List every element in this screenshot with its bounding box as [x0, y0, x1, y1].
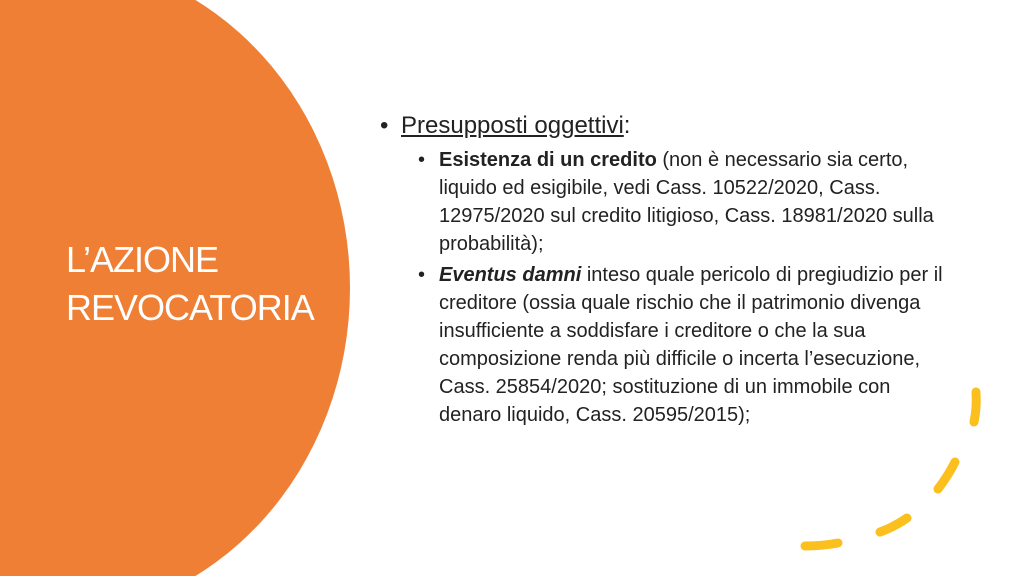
section-heading-colon: : [623, 112, 631, 139]
section-heading: Presupposti oggettivi [401, 112, 624, 139]
arc-dash-3 [880, 518, 907, 532]
bullet-icon: • [380, 112, 389, 139]
sub-bullet-text: (non è necessario sia certo, liquido ed esigibile, vedi Cass. 10522/2020, Cass. 12975/2020 sul credito litigioso, Cass. 18981/2020 sulla probabilità); [439, 149, 934, 255]
slide-title-line-1: L’AZIONE [66, 239, 219, 280]
slide-title-line-2: REVOCATORIA [66, 287, 314, 328]
bullet-icon: • [418, 149, 426, 171]
sub-bullet-emphasis: Eventus damni [439, 264, 582, 286]
arc-dash-4 [805, 543, 838, 546]
arc-dash-2 [938, 462, 955, 489]
sub-bullet-text: inteso quale pericolo di pregiudizio per il creditore (ossia quale rischio che il patrimonio divenga insufficiente a soddisfare i creditore o che la sua composizione renda più difficile o incerta l’esecuzione, Cass. 25854/2020; sostituzione di un immobile con denaro liquido, Cass. 20595/2015); [439, 264, 943, 426]
arc-dash-1 [974, 392, 976, 422]
sub-bullet-emphasis: Esistenza di un credito [439, 149, 657, 171]
bullet-icon: • [418, 264, 426, 286]
